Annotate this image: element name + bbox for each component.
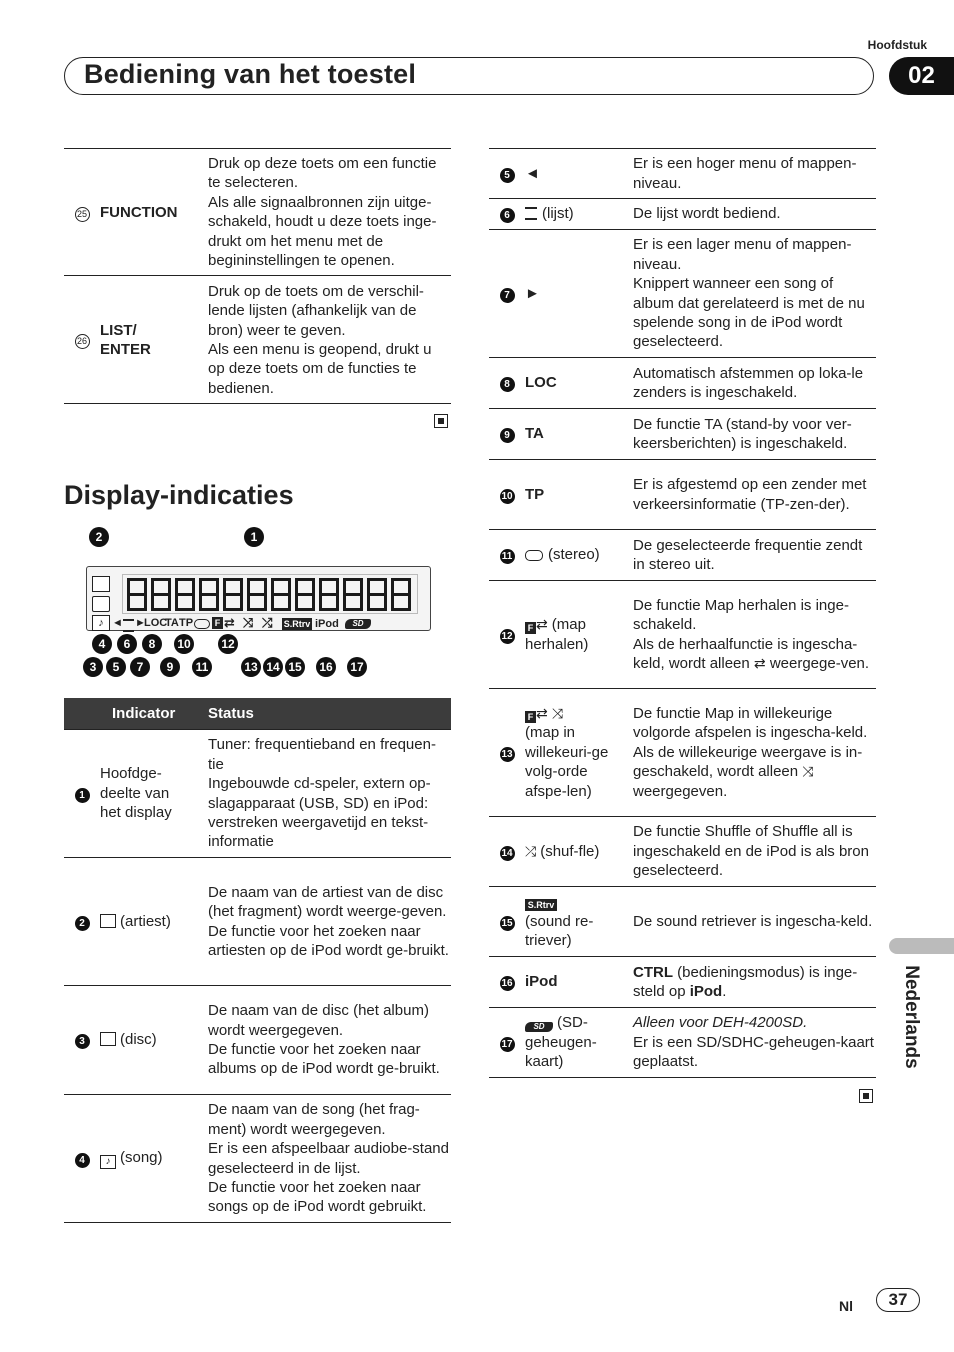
indicator-label: iPod [525,957,633,1008]
repeat-icon: ⇄ [536,616,548,633]
chapter-label: Hoofdstuk [867,38,927,52]
item-number: 12 [501,630,513,642]
status-text: Er is een hoger menu of mappen-niveau. [633,149,876,199]
item-number: 11 [500,549,515,564]
table-row [64,986,451,1095]
repeat-icon: ⇄ [536,704,548,721]
indicator-label: (disc) [100,986,208,1095]
lcd-digit [247,578,267,611]
end-of-section-mark [434,414,448,428]
table-row [489,1008,876,1078]
stereo-icon [525,550,543,561]
item-number: 2 [75,916,90,931]
list-icon [525,207,537,220]
page-number: 37 [876,1288,920,1312]
right-arrow-icon: ► [525,230,633,358]
indicator-label: (lijst) [525,199,633,230]
callout-2: 2 [89,527,109,547]
status-text: De functie Map herhalen is inge-schakeld. Als de herhaalfunctie is ingescha-keld, wordt alleen ⇄ weergege-ven. [633,581,876,689]
table-row [489,817,876,887]
callout-7: 7 [130,657,150,677]
sd-card-icon: SD [525,1022,553,1032]
table-row [489,409,876,460]
lcd-digit [151,578,171,611]
status-text: Tuner: frequentieband en frequen-tie Ingebouwde cd-speler, extern op-slagapparaat (USB, SD) en iPod: verstreken weergavetijd en tekst-informatie [208,730,451,858]
callout-13: 13 [241,657,261,677]
status-text: De naam van de disc (het album) wordt weergegeven. De functie voor het zoeken naar albums op de iPod wordt ge-bruikt. [208,986,451,1095]
loc-indicator: LOC [144,617,168,629]
table-row [489,199,876,230]
item-number: 15 [501,917,513,929]
end-of-section-mark [859,1089,873,1103]
status-text: Druk op de toets om de verschil-lende lijsten (afhankelijk van de bron) weer te geven. Als een menu is geopend, drukt u op deze toets om de functies te bedienen. [208,276,451,404]
callout-5: 5 [106,657,126,677]
left-arrow-icon: ◄ [112,617,123,629]
list-icon [123,619,134,632]
table-row [64,276,451,404]
item-number: 4 [75,1153,90,1168]
item-number: 1 [75,788,90,803]
table-row [489,887,876,957]
table-row [489,230,876,358]
callout-4: 4 [92,634,112,654]
lcd-digit [223,578,243,611]
status-text: Er is een lager menu of mappen-niveau. Knippert wanneer een song of album dat gerelateerd is met de nu spelende song in de iPod wordt geselecteerd. [633,230,876,358]
function-keys-table [64,148,451,404]
indicator-label: (stereo) [525,530,633,581]
table-row [489,530,876,581]
item-number: 14 [501,847,513,859]
status-text: De functie Shuffle of Shuffle all is ingeschakeld en de iPod is als bron geselecteerd. [633,817,876,887]
item-number: 8 [500,377,515,392]
status-text: De naam van de song (het frag-ment) wordt weergegeven. Er is een afspeelbaar audiobe-stand geselecteerd in de lijst. De functie voor het zoeken naar songs op de iPod wordt gebruikt. [208,1095,451,1223]
header-indicator: Indicator [112,705,176,722]
table-row [489,460,876,530]
random-icon: ⤨ [802,763,814,780]
language-tab-marker [889,938,954,954]
disc-icon [100,1032,116,1046]
status-text: De functie Map in willekeurige volgorde afspelen is ingescha-keld. Als de willekeurige weergave is in-geschakeld, wordt alleen ⤨ weergegeven. [633,689,876,817]
shuffle-icon: ⤮ [525,842,537,859]
ta-indicator: TA [165,617,179,629]
status-text: CTRL (bedieningsmodus) is inge-steld op iPod. [633,957,876,1008]
item-number: 16 [501,978,513,990]
status-text: Automatisch afstemmen op loka-le zenders is ingeschakeld. [633,358,876,409]
callout-12: 12 [218,634,238,654]
status-text: Druk op deze toets om een functie te selecteren. Als alle signaalbronnen zijn uitge-schakeld, houdt u deze toets inge-drukt om het menu met de begininstellingen te openen. [208,149,451,276]
callout-11: 11 [192,657,212,677]
status-text: Er is afgestemd op een zender met verkeersinformatie (TP-zen-der). [633,460,876,530]
indicator-label: TA [525,409,633,460]
lcd-digit [391,578,411,611]
lcd-digit [295,578,315,611]
artist-icon [92,576,110,592]
footer-language: Nl [839,1298,853,1314]
table-row [489,957,876,1008]
table-row [489,581,876,689]
callout-17: 17 [347,657,367,677]
folder-f-icon: F [212,617,223,629]
item-number: 17 [501,1038,513,1050]
song-icon: ♪ [92,615,110,631]
lcd-digit [319,578,339,611]
indicator-label: FUNCTION [100,149,208,276]
indicator-label: F ⇄ (map herhalen) [525,581,633,689]
indicator-table-right [489,148,876,1078]
indicator-label: SD (SD-geheugen-kaart) [525,1008,633,1078]
table-row [489,358,876,409]
item-number: 26 [75,334,90,349]
shuffle-icon: ⤮ [262,615,273,630]
status-text: De functie TA (stand-by voor ver-keersberichten) is ingeschakeld. [633,409,876,460]
song-icon: ♪ [100,1155,116,1169]
language-side-label: Nederlands [901,965,922,1069]
table-row [64,730,451,858]
item-number: 25 [75,207,90,222]
repeat-icon: ⇄ [753,654,766,671]
indicator-label: F ⇄ ⤨ (map in willekeuri-ge volg-orde afspe-len) [525,689,633,817]
folder-f-icon: F [525,711,536,723]
callout-8: 8 [142,634,162,654]
artist-icon [100,914,116,928]
table-row [489,149,876,199]
status-text: De lijst wordt bediend. [633,199,876,230]
callout-15: 15 [285,657,305,677]
lcd-digit [271,578,291,611]
status-text: De sound retriever is ingescha-keld. [633,887,876,957]
item-number: 6 [500,208,515,223]
stereo-icon [194,619,210,629]
lcd-digit [127,578,147,611]
item-number: 5 [500,168,515,183]
random-icon: ⤨ [551,704,564,721]
item-number: 13 [501,748,513,760]
callout-16: 16 [316,657,336,677]
indicator-label: Hoofdge-deelte van het display [100,730,208,858]
table-row [64,858,451,986]
status-text: De naam van de artiest van de disc (het fragment) wordt weerge-geven. De functie voor het zoeken naar artiesten op de iPod wordt ge-bruikt. [208,858,451,986]
lcd-digit [199,578,219,611]
disc-icon [92,596,110,612]
indicator-label: TP [525,460,633,530]
chapter-title: Bediening van het toestel [84,59,417,89]
folder-f-icon: F [525,622,536,634]
indicator-label: ♪ (song) [100,1095,208,1223]
lcd-digit [367,578,387,611]
header-status: Status [208,705,254,722]
sound-retriever-icon: S.Rtrv [525,899,557,911]
table-row [489,689,876,817]
left-arrow-icon: ◄ [525,149,633,199]
lcd-digit [343,578,363,611]
table-row [64,1095,451,1223]
callout-14: 14 [263,657,283,677]
callout-3: 3 [83,657,103,677]
status-text: De geselecteerde frequentie zendt in stereo uit. [633,530,876,581]
callout-10: 10 [174,634,194,654]
status-text: Alleen voor DEH-4200SD. Er is een SD/SDHC-geheugen-kaart geplaatst. [633,1008,876,1078]
item-number: 10 [501,490,513,502]
item-number: 9 [500,428,515,443]
indicator-label: (artiest) [100,858,208,986]
right-arrow-icon: ► [135,617,146,629]
chapter-number-badge: 02 [889,57,954,95]
random-icon: ⤨ [243,615,254,630]
indicator-label: LIST/ ENTER [100,276,208,404]
table-row [64,149,451,276]
indicator-label: S.Rtrv (sound re-triever) [525,887,633,957]
sd-card-icon: SD [345,619,371,629]
sound-retriever-icon: S.Rtrv [283,619,311,629]
lcd-digit [175,578,195,611]
section-title: Display-indicaties [64,480,294,510]
callout-6: 6 [117,634,137,654]
indicator-label: ⤮ (shuf-fle) [525,817,633,887]
ipod-indicator: iPod [315,618,339,630]
item-number: 3 [75,1034,90,1049]
callout-9: 9 [160,657,180,677]
repeat-icon: ⇄ [224,615,235,630]
indicator-label: LOC [525,358,633,409]
callout-1: 1 [244,527,264,547]
item-number: 7 [500,288,515,303]
tp-indicator: TP [179,617,194,629]
indicator-table-left [64,729,451,1223]
indicator-table-header [64,698,451,729]
